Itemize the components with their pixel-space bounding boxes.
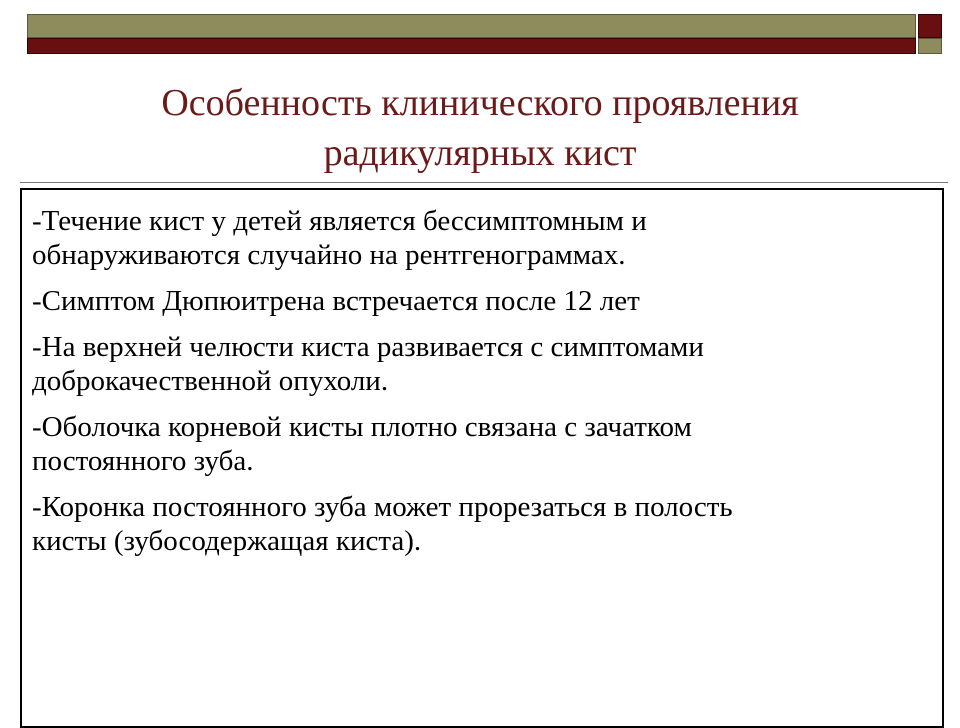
list-item: [32, 284, 932, 318]
list-item-line: -На верхней челюсти киста развивается с симптомами: [32, 331, 704, 363]
list-item-line: обнаруживаются случайно на рентгенограммах.: [32, 239, 626, 271]
list-item-line: -Симптом Дюпюитрена встречается после 12 лет: [32, 285, 640, 317]
list-item-line: кисты (зубосодержащая киста).: [32, 525, 422, 557]
slide-title-line: радикулярных кист: [323, 132, 637, 174]
decor-square-maroon: [918, 14, 942, 38]
list-item: [32, 490, 932, 558]
content-box: [20, 188, 944, 728]
list-item-line: -Течение кист у детей является бессимптомным и: [32, 205, 647, 237]
list-item: [32, 410, 932, 478]
decor-bar-maroon: [27, 38, 916, 54]
list-item-line: -Коронка постоянного зуба может прорезаться в полость: [32, 491, 733, 523]
list-item-line: доброкачественной опухоли.: [32, 365, 389, 397]
title-divider: [20, 182, 948, 183]
list-item: [32, 330, 932, 398]
decor-bar-olive: [27, 14, 916, 38]
list-item-line: постоянного зуба.: [32, 445, 254, 477]
decor-square-olive: [918, 38, 942, 54]
list-item-line: -Оболочка корневой кисты плотно связана с зачатком: [32, 411, 692, 443]
slide-title-line: Особенность клинического проявления: [161, 82, 799, 124]
list-item: [32, 204, 932, 272]
slide-title: [40, 78, 920, 178]
